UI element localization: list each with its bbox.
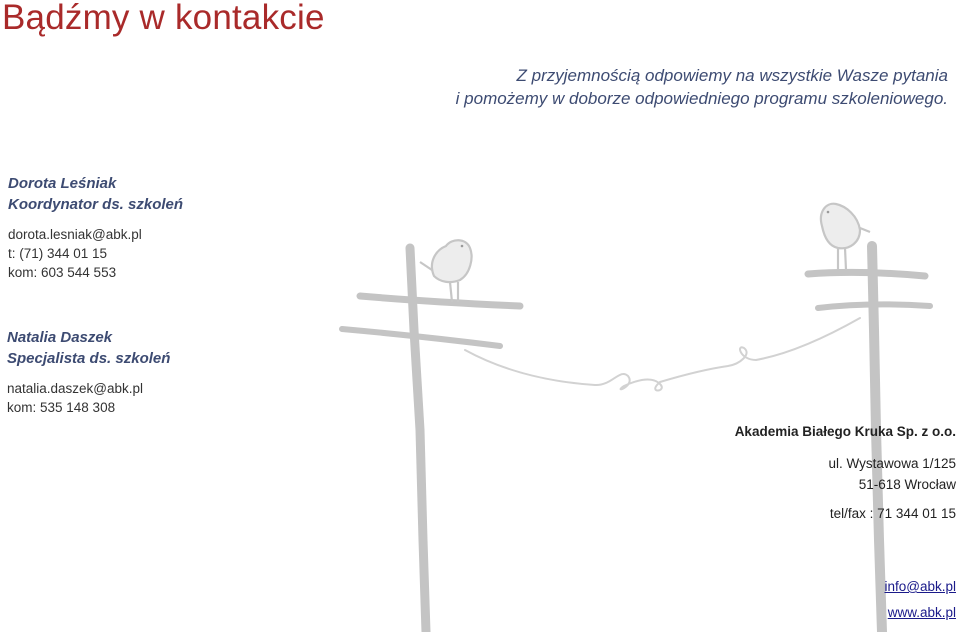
intro-line-1: Z przyjemnością odpowiemy na wszystkie Wasze pytania bbox=[516, 66, 948, 85]
contact-mobile: kom: 535 148 308 bbox=[7, 400, 116, 415]
contact-role: Specjalista ds. szkoleń bbox=[7, 350, 171, 367]
company-street: ul. Wystawowa 1/125 bbox=[828, 456, 956, 471]
company-city: 51-618 Wrocław bbox=[858, 477, 956, 492]
contact-email[interactable]: natalia.daszek@abk.pl bbox=[7, 381, 144, 396]
intro-text bbox=[456, 64, 948, 110]
page-title: Bądźmy w kontakcie bbox=[2, 0, 325, 37]
intro-line-2: i pomożemy w doborze odpowiedniego programu szkoleniowego. bbox=[455, 89, 948, 108]
bird-right-icon bbox=[821, 204, 870, 270]
bird-left-icon bbox=[420, 240, 472, 302]
left-pole bbox=[342, 248, 520, 632]
contact-email[interactable]: dorota.lesniak@abk.pl bbox=[8, 227, 142, 242]
contact-card-natalia bbox=[7, 327, 170, 417]
company-address-block bbox=[735, 421, 956, 524]
company-telfax: tel/fax : 71 344 01 15 bbox=[829, 506, 956, 521]
company-name: Akademia Białego Kruka Sp. z o.o. bbox=[734, 424, 956, 439]
contact-role: Koordynator ds. szkoleń bbox=[8, 196, 184, 213]
contact-mobile: kom: 603 544 553 bbox=[8, 265, 117, 280]
contact-name: Dorota Leśniak bbox=[8, 175, 117, 192]
contact-name: Natalia Daszek bbox=[7, 329, 113, 346]
company-email-link[interactable]: info@abk.pl bbox=[884, 579, 956, 594]
contact-phone: t: (71) 344 01 15 bbox=[8, 246, 108, 261]
company-links bbox=[885, 574, 957, 626]
contact-card-dorota bbox=[8, 173, 183, 282]
wire bbox=[465, 318, 860, 391]
company-website-link[interactable]: www.abk.pl bbox=[887, 605, 956, 620]
